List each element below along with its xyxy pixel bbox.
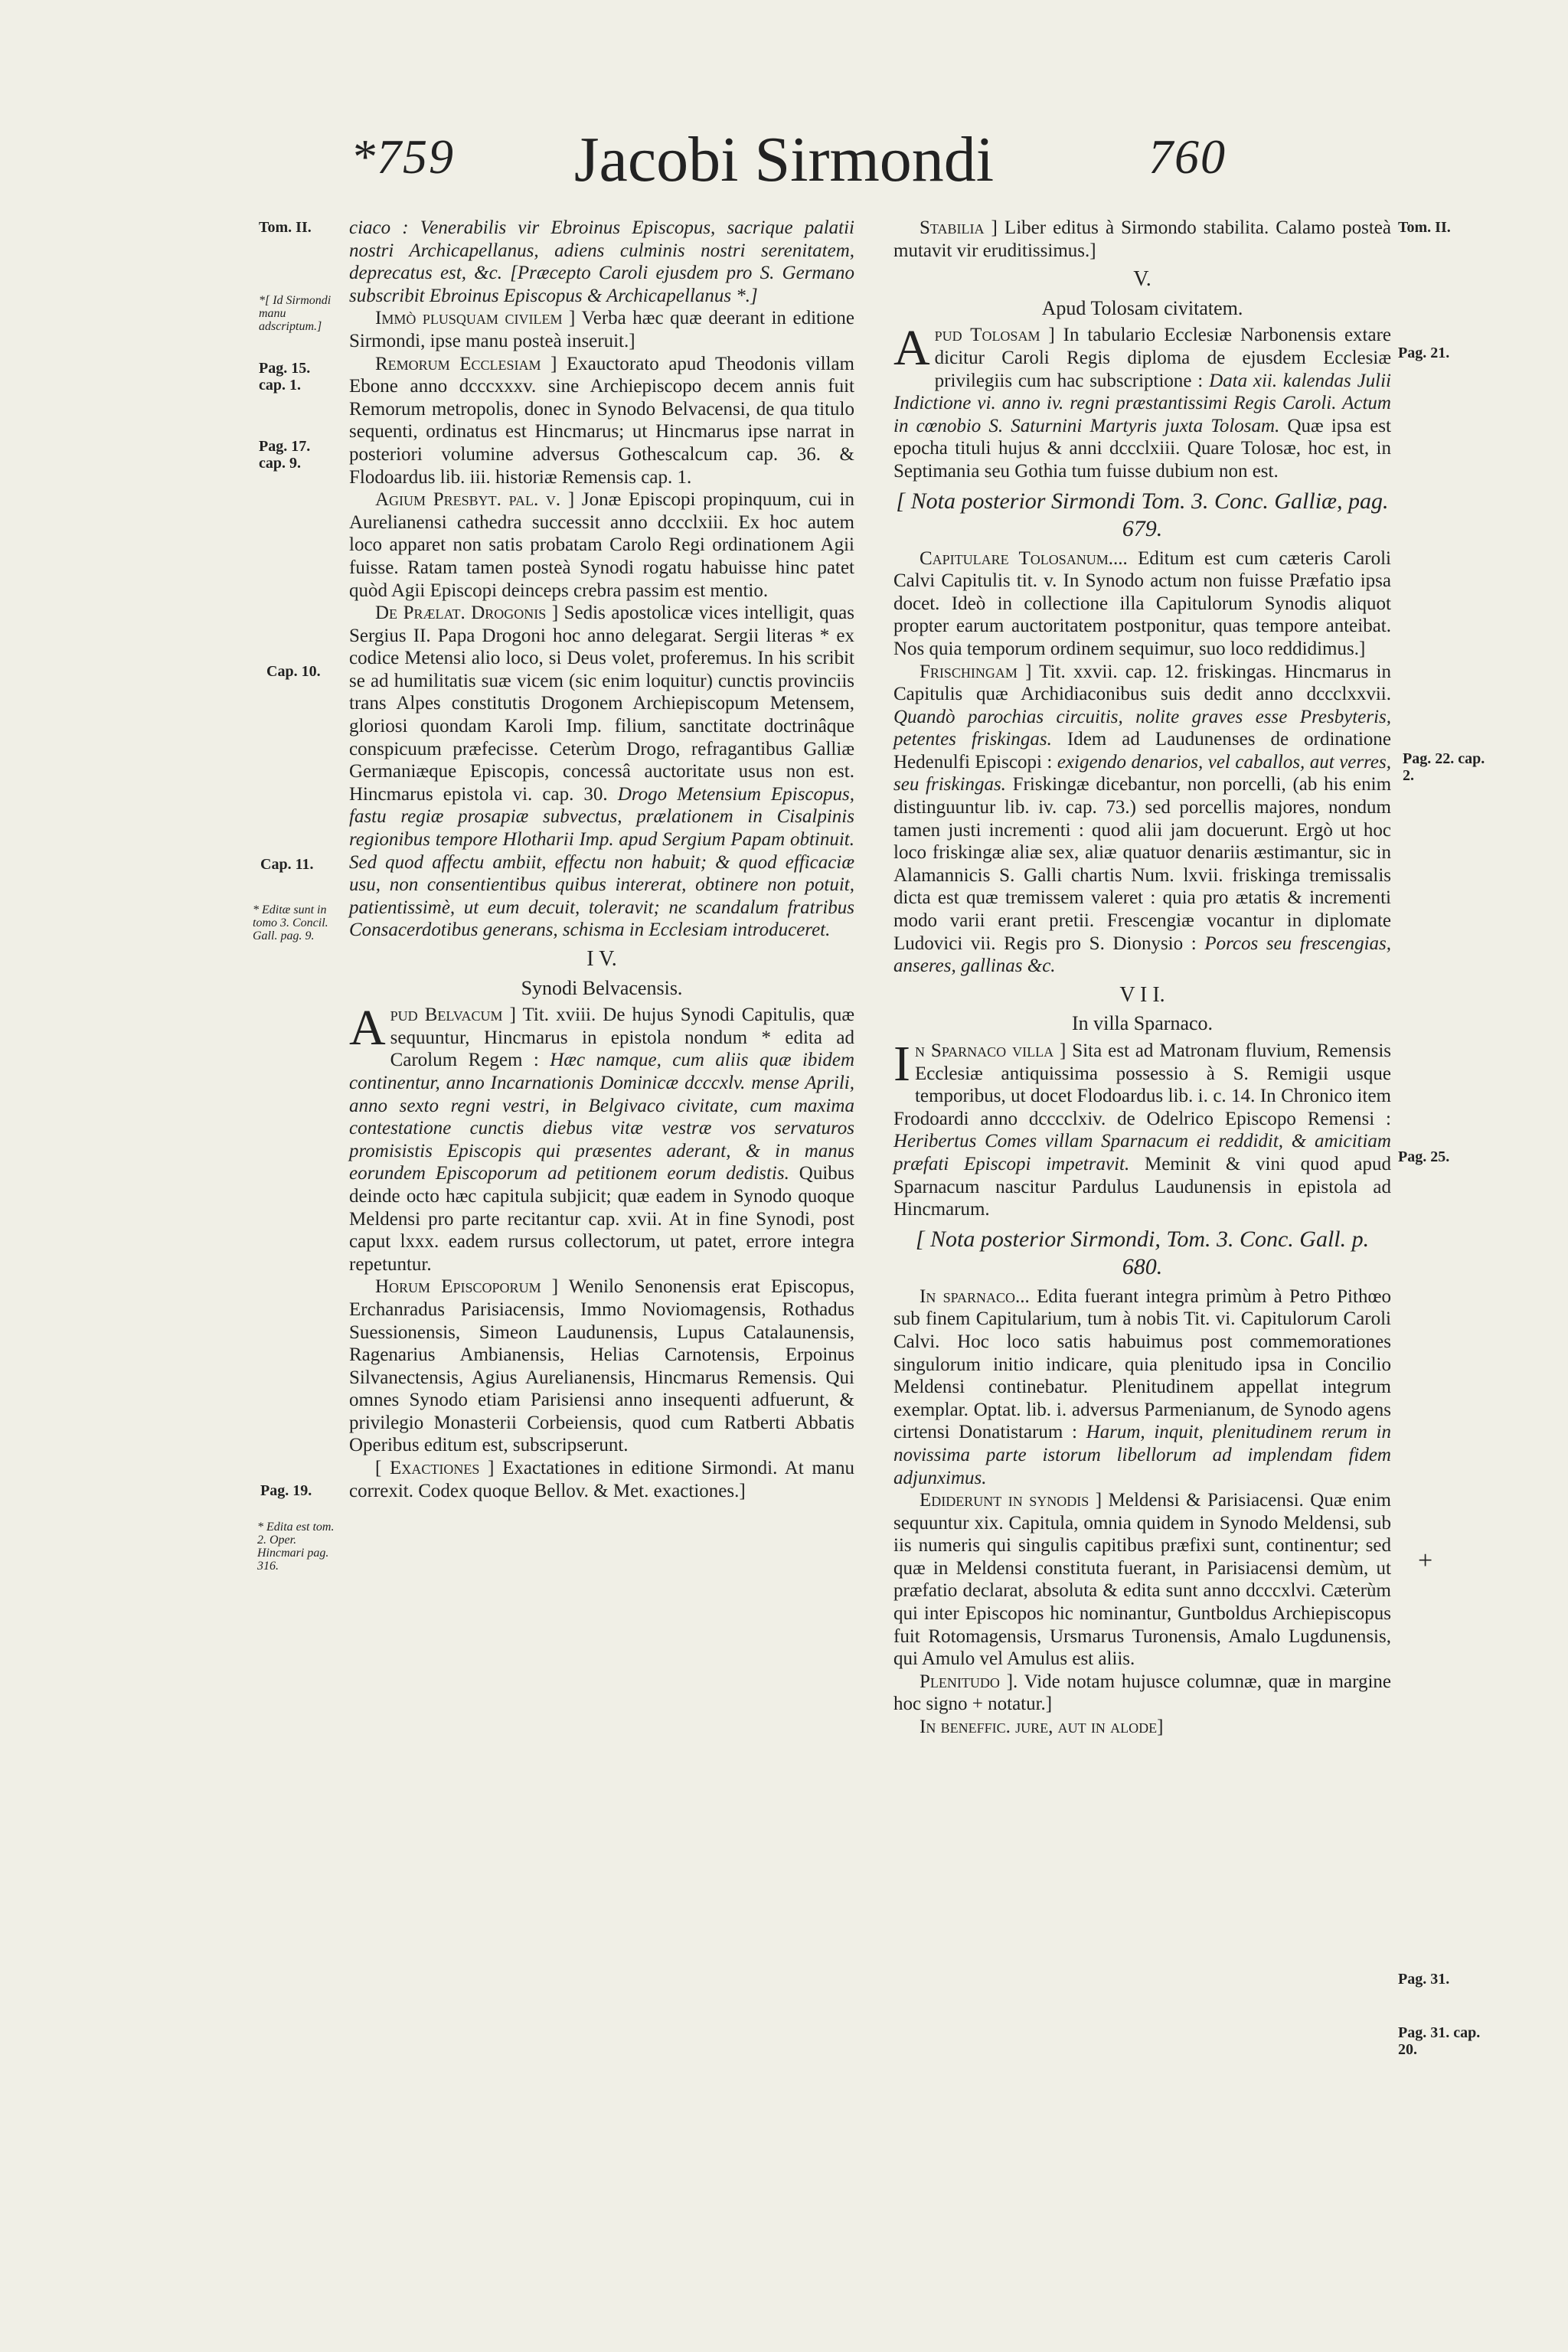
left-para-2-text: ] Verba hæc quæ deerant in editione Sirmondi, ipse manu posteà inseruit.] [349,308,855,351]
right-para-5-end: Meminit & vini quod apud Sparnacum nascitur Pardulus Laudunensis in epistola ad Hincmarum. [893,1153,1391,1220]
margin-pag31a: Pag. 31. [1398,1971,1450,1988]
section-5-title: Apud Tolosam civitatem. [1041,296,1243,319]
margin-pag22: Pag. 22. cap. 2. [1403,750,1485,784]
dropcap-i-right: I [893,1036,910,1092]
left-para-6-quote: Hæc namque, cum aliis quæ ibidem continentur, anno Incarnationis Dominicæ dcccxlv. mense Aprili, anno sexto regni vestri, in Belgivaco civitate, cum maxima contestatione cunctis diebus vitæ vestræ vos servaturos promisistis Episcopis qui præsentes aderant, & in manus eorundem Episcoporum ad petitionem eorum dedistis. [349,1050,855,1184]
right-para-4-quote2: exigendo denarios, vel caballos, aut verres, seu friskingas. [893,751,1391,795]
lemma-exactiones: [ Exactiones [375,1458,480,1479]
margin-pag15: Pag. 15. cap. 1. [259,360,311,394]
lemma-tolosam: pud Tolosam [934,325,1040,346]
right-para-7-text: ] Meldensi & Parisiacensi. Quæ enim sequuntur xix. Capitula, omnia quidem in Synodo Meldensi, sub iis numeris qui singulis capitibus præfixi sunt, continentur; sed quæ in Meldensi constituta fuerant, in Parisiacensi demùm, ut præfatio declarat, absoluta & edita sunt anno dcccxlvi. Cæterùm qui inter Episcopos hic nominantur, Guntboldus Archiepiscopus fuit Rotomagensis, Ursmarus Turonensis, Amalo Lugdunensis, qui Amulo vel Amulus est aliis. [893,1490,1392,1670]
section-7-number: V I I. [1119,982,1165,1007]
left-para-5-text: ] Sedis apostolicæ vices intelligit, quas Sergius II. Papa Drogoni hoc anno delegarat. Sergii literas * ex codice Metensi alio loco, si Deus volet, proferemus. In his scribit se ad humilitatis suæ vicem (sic enim loquitur) cunctis provinciis trans Alpes constitutis Drogonem Archiepiscopum Metensem, gloriosi quondam Karoli Imp. filium, sanctitate doctrinâque conspicuum præfecisse. Ceterùm Drogo, refragantibus Galliæ Germaniæque Episcopis, concessâ auctoritate usus non est. Hincmarus epistola vi. cap. 30. [349,603,854,805]
margin-note-concil: * Editæ sunt in tomo 3. Concil. Gall. pag. 9. [253,903,328,942]
lemma-immo: Immò plusquam civilem [375,308,563,329]
right-para-8 [893,1671,1391,1716]
left-para-6-text: ] Tit. xviii. De hujus Synodi Capitulis, quæ sequuntur, Hincmarus in epistola nondum * edita ad Carolum Regem : [390,1004,854,1071]
right-para-4-quote: Quandò parochias circuitis, nolite graves esse Presbyteris, petentes friskingas. [893,706,1391,750]
margin-pag31b: Pag. 31. cap. 20. [1398,2024,1481,2058]
left-para-4 [349,488,854,602]
right-para-5 [893,1036,1391,1221]
right-para-1-text: ] Liber editus à Sirmondo stabilita. Calamo posteà mutavit vir eruditissimus.] [893,217,1391,261]
lemma-horum: Horum Episcoporum [375,1276,541,1298]
lemma-frischingam: Frischingam [920,661,1018,682]
left-para-2 [349,307,854,352]
margin-plus-sign: + [1418,1547,1433,1575]
right-para-5-text: ] Sita est ad Matronam fluvium, Remensis Ecclesiæ antiquissima possessio à S. Remigii usque temporibus, ut docet Flodoardus lib. i. c. 14. In Chronico item Frodoardi anno dcccclxiv. de Odelrico Episcopo Remensi : [893,1040,1391,1129]
left-para-5-quote: Drogo Metensium Episcopus, fastu regiæ prosapiæ subvectus, prælationem in Cisalpinis regionibus tempore Hlotharii Imp. apud Sergium Papam obtinuit. Sed quod affectu ambiit, effectu non habuit; & quod efficaciæ usu, non consentientibus quibus intererat, obtinere non potuit, patientissimè, ut eum decuit, toleravit; ne scandalum fratribus Consacerdotibus generans, schisma in Ecclesiam introduceret. [349,783,854,941]
margin-pag25: Pag. 25. [1398,1148,1450,1165]
left-para-8 [349,1457,854,1502]
right-para-2 [893,320,1392,482]
left-column [349,217,854,1502]
right-para-4-quote3: Porcos seu frescengias, anseres, gallinas &c. [893,933,1391,977]
lemma-remorum: Remorum Ecclesiam [375,353,541,374]
right-para-2-quote: Data xii. kalendas Julii Indictione vi. anno iv. regni præstantissimi Regis Caroli. Actum in cœnobio S. Saturnini Martyris juxta Tolosam. [893,370,1392,436]
right-para-6-text: Edita fuerant integra primùm à Petro Pithœo sub finem Capitularium, tum à nobis Tit. vi. Capitulorum Caroli Calvi. Hoc loco satis habuimus post commemorationes singulorum initio indicare, quia plenitudo ipsa in Concilio Meldensi continebatur. Plenitudinem appellat integrum exemplar. Optat. lib. i. adversus Parmenianum, de Synodo agens cirtensi Donatistarum : [893,1285,1392,1443]
lemma-agium: Agium Presbyt. pal. v. [375,489,561,511]
margin-note-sirmondi: *[ Id Sirmondi manu adscriptum.] [259,294,332,333]
right-column [893,217,1391,1739]
left-para-5 [349,602,854,942]
right-para-9: In beneffic. jure, aut in alode] [920,1717,1164,1738]
lemma-sparnaco: n Sparnaco villa [914,1040,1054,1061]
right-para-4-text: ] Tit. xxvii. cap. 12. friskingas. Hincmarus in Capitulis quæ Archidiaconibus suis dedit anno dccclxxvii. [893,661,1391,705]
lemma-belvacum: pud Belvacum [390,1004,503,1026]
left-para-8-text: ] Exactationes in editione Sirmondi. At manu correxit. Codex quoque Bellov. & Met. exactiones.] [349,1458,855,1501]
section-7-title: In villa Sparnaco. [1071,1012,1214,1035]
margin-cap11: Cap. 11. [260,856,314,873]
margin-pag17: Pag. 17. cap. 9. [259,438,311,472]
margin-tom-right: Tom. II. [1398,219,1451,236]
margin-pag21: Pag. 21. [1398,345,1450,361]
margin-note-hincmari: * Edita est tom. 2. Oper. Hincmari pag. 316. [257,1521,335,1573]
right-page-number: 760 [1148,129,1227,184]
right-para-7 [893,1489,1391,1671]
right-para-3-text: Editum est cum cæteris Caroli Calvi Capitulis tit. v. In Synodo actum non fuisse Præfatio ipsa docet. Ideò in collectione illa Capitulorum Synodis aliquot propter earum auctoritatem postponitur, quas tempore anteibat. Nos quia temporum ordinem sequimur, suo loco reddidimus.] [893,547,1391,659]
right-para-5-quote: Heribertus Comes villam Sparnacum ei reddidit, & amicitiam præfati Episcopi impetravit. [893,1131,1391,1174]
left-para-3 [349,353,854,489]
left-page-number: *759 [351,129,455,184]
running-title: Jacobi Sirmondi [573,124,995,195]
nota-posterior-2: [ Nota posterior Sirmondi, Tom. 3. Conc. Gall. p. 680. [915,1226,1370,1279]
left-para-1-text: ciaco : Venerabilis vir Ebroinus Episcopus, sacrique palatii nostri Archicapellanus, adiens culminis nostri serenitatem, deprecatus est, &c. [Præcepto Caroli ejusdem pro S. Germano subscribit Ebroinus Episcopus & Archicapellanus *.] [349,217,854,306]
right-para-2-end: Quæ ipsa est epocha tituli hujus & anni dccclxiii. Quare Tolosæ, hoc est, in Septimania seu Gothia tum fuisse dubium non est. [893,415,1391,482]
right-para-1 [893,217,1391,262]
margin-pag19: Pag. 19. [260,1482,312,1499]
right-para-6 [893,1285,1391,1489]
section-4-title: Synodi Belvacensis. [521,976,683,999]
left-para-4-text: ] Jonæ Episcopi propinquum, cui in Aurelianensi cathedra successit anno dccclxiii. Ex hoc autem loco apparet non satis probatam Carolo Regi ordinationem Agii fuisse. Ratam tamen posteà Synodi rogatu habuisse hinc patet quòd Agii Episcopi deinceps crebra passim est mentio. [349,489,855,601]
dropcap-a-left: A [349,1000,386,1057]
lemma-stabilia: Stabilia [920,217,985,238]
right-para-2-text: ] In tabulario Ecclesiæ Narbonensis extare dicitur Caroli Regis diploma de ejusdem Ecclesiæ privilegiis cum hac subscriptione : [934,325,1392,391]
section-5-number: V. [1133,267,1152,292]
right-para-6-quote: Harum, inquit, plenitudinem rerum in novissima parte istorum libellorum ad implendam fidem adjunximus. [893,1422,1391,1488]
left-para-3-text: ] Exauctorato apud Theodonis villam Ebone anno dcccxxxv. sine Archiepiscopo decem annis fuit Remorum metropolis, donec in Synodo Belvacensi, de qua titulo sequenti, ordinatus est Hincmarus; ut Hincmarus ipse narrat in posteriori volumine adversus Gothescalcum cap. 36. & Flodoardus lib. iii. historiæ Remensis cap. 1. [349,353,855,488]
dropcap-a-right: A [893,320,930,377]
lemma-capitulare: Capitulare Tolosanum.... [920,547,1128,569]
margin-cap10: Cap. 10. [266,663,321,680]
lemma-ediderunt: Ediderunt in synodis [920,1490,1089,1511]
left-para-7-text: ] Wenilo Senonensis erat Episcopus, Erchanradus Parisiacensis, Immo Noviomagensis, Rothadus Suessionensis, Simeon Laudunensis, Lupus Catalaunensis, Ragenarius Ambianensis, Helias Carnotensis, Erpoinus Silvanectensis, Agius Aurelianensis, Hincmarus Remensis. Qui omnes Synodo etiam Parisiensi anno insequenti adfuerunt, & privilegio Monasterii Corbeiensis, quod cum Ratberti Abbatis Operibus editum est, subscripserunt. [349,1276,855,1456]
right-para-4-end: Friskingæ dicebantur, non porcelli, (ab his enim distinguuntur lib. iv. cap. 73.) sed porcellis majores, nondum tamen justi incrementi : quod alii jam docuerunt. Ergò ut hoc loco friskingæ aliæ sex, aliæ quatuor denariis æstimantur, sic in Alamannicis S. Galli chartis Num. lxvii. friskinga tremissalis dicta est quæ tremissem valeret : quia pro ætatis & incrementi modo varii erant pretii. Frescengiæ vocantur in diplomate Ludovici vii. Regis pro S. Dionysio : [893,774,1392,954]
nota-posterior-1: [ Nota posterior Sirmondi Tom. 3. Conc. Galliæ, pag. 679. [896,488,1389,541]
section-4-number: I V. [586,947,617,971]
lemma-in-sparnaco: In sparnaco... [920,1285,1030,1307]
right-para-4 [893,661,1391,978]
left-para-6 [349,1000,855,1276]
lemma-drogonis: De Prælat. Drogonis [375,603,547,624]
left-para-1 [349,217,854,307]
lemma-plenitudo: Plenitudo [920,1671,1000,1692]
left-para-6-end: Quibus deinde octo hæc capitula subjicit; quæ eadem in Synodo quoque Meldensi pro parte recitantur cap. xvii. At in fine Synodi, post caput lxxx. eadem rursus collectorum, ut patet, errore integra repetuntur. [349,1163,854,1275]
right-para-8-text: ]. Vide notam hujusce columnæ, quæ in margine hoc signo + notatur.] [893,1671,1391,1715]
right-para-3 [893,547,1391,661]
margin-tom-left: Tom. II. [259,219,312,236]
right-para-4-mid: Idem ad Laudunenses de ordinatione Hedenulfi Episcopi : [893,729,1391,773]
left-para-7 [349,1276,854,1457]
